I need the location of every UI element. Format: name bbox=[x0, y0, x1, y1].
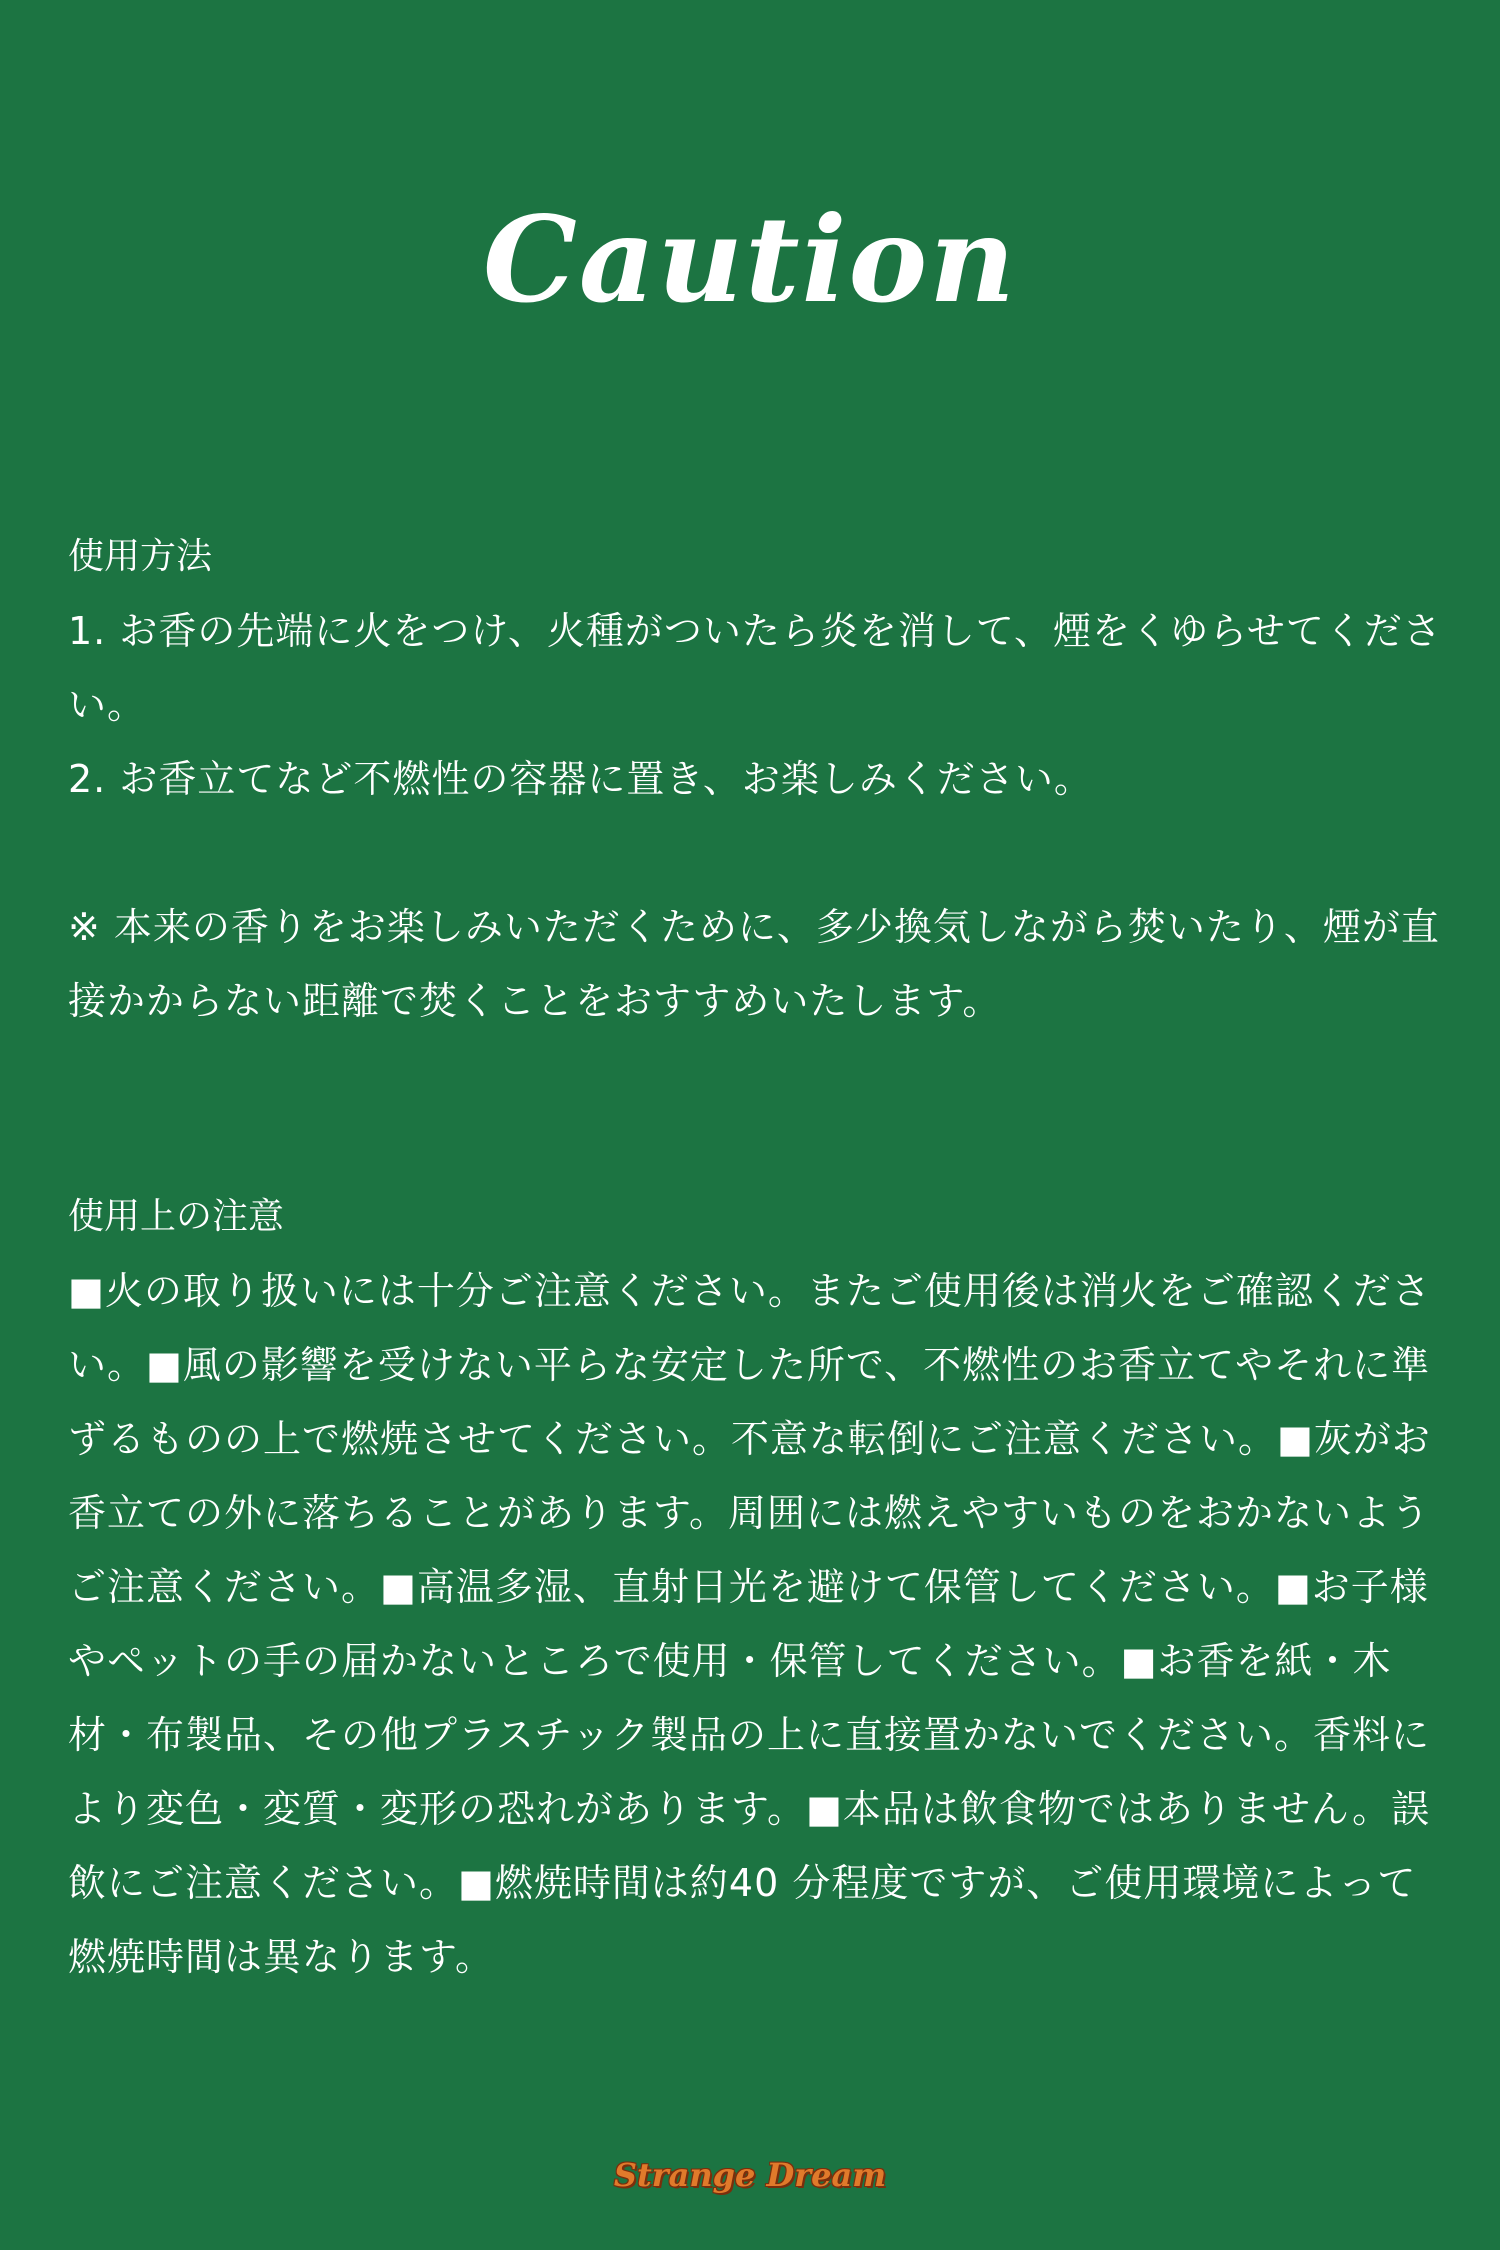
usage-step-2: 2. お香立てなど不燃性の容器に置き、お楽しみください。 bbox=[68, 757, 1093, 801]
usage-heading: 使用方法 bbox=[68, 536, 213, 577]
usage-section bbox=[68, 520, 1448, 1038]
spacer bbox=[68, 816, 1448, 890]
brand-logo: Strange Dream bbox=[613, 2156, 887, 2194]
usage-note: ※ 本来の香りをお楽しみいただくために、多少換気しながら焚いたり、煙が直接かからない距離で焚くことをおすすめいたします。 bbox=[68, 905, 1440, 1023]
precautions-body: ■火の取り扱いには十分ご注意ください。またご使用後は消火をご確認ください。■風の影響を受けない平らな安定した所で、不燃性のお香立てやそれに準ずるものの上で燃焼させてください。不意な転倒にご注意ください。■灰がお香立ての外に落ちることがあります。周囲には燃えやすいものをおかないようご注意ください。■高温多湿、直射日光を避けて保管してください。■お子様やペットの手の届かないところで使用・保管してください。■お香を紙・木材・布製品、その他プラスチック製品の上に直接置かないでください。香料により変色・変質・変形の恐れがあります。■本品は飲食物ではありません。誤飲にご注意ください。■燃焼時間は約40 分程度ですが、ご使用環境によって燃焼時間は異なります。 bbox=[68, 1269, 1431, 1979]
precautions-section bbox=[68, 1180, 1448, 1994]
usage-step-1: 1. お香の先端に火をつけ、火種がついたら炎を消して、煙をくゆらせてください。 bbox=[68, 609, 1442, 727]
page-title: Caution bbox=[483, 190, 1017, 329]
precautions-heading: 使用上の注意 bbox=[68, 1196, 285, 1237]
